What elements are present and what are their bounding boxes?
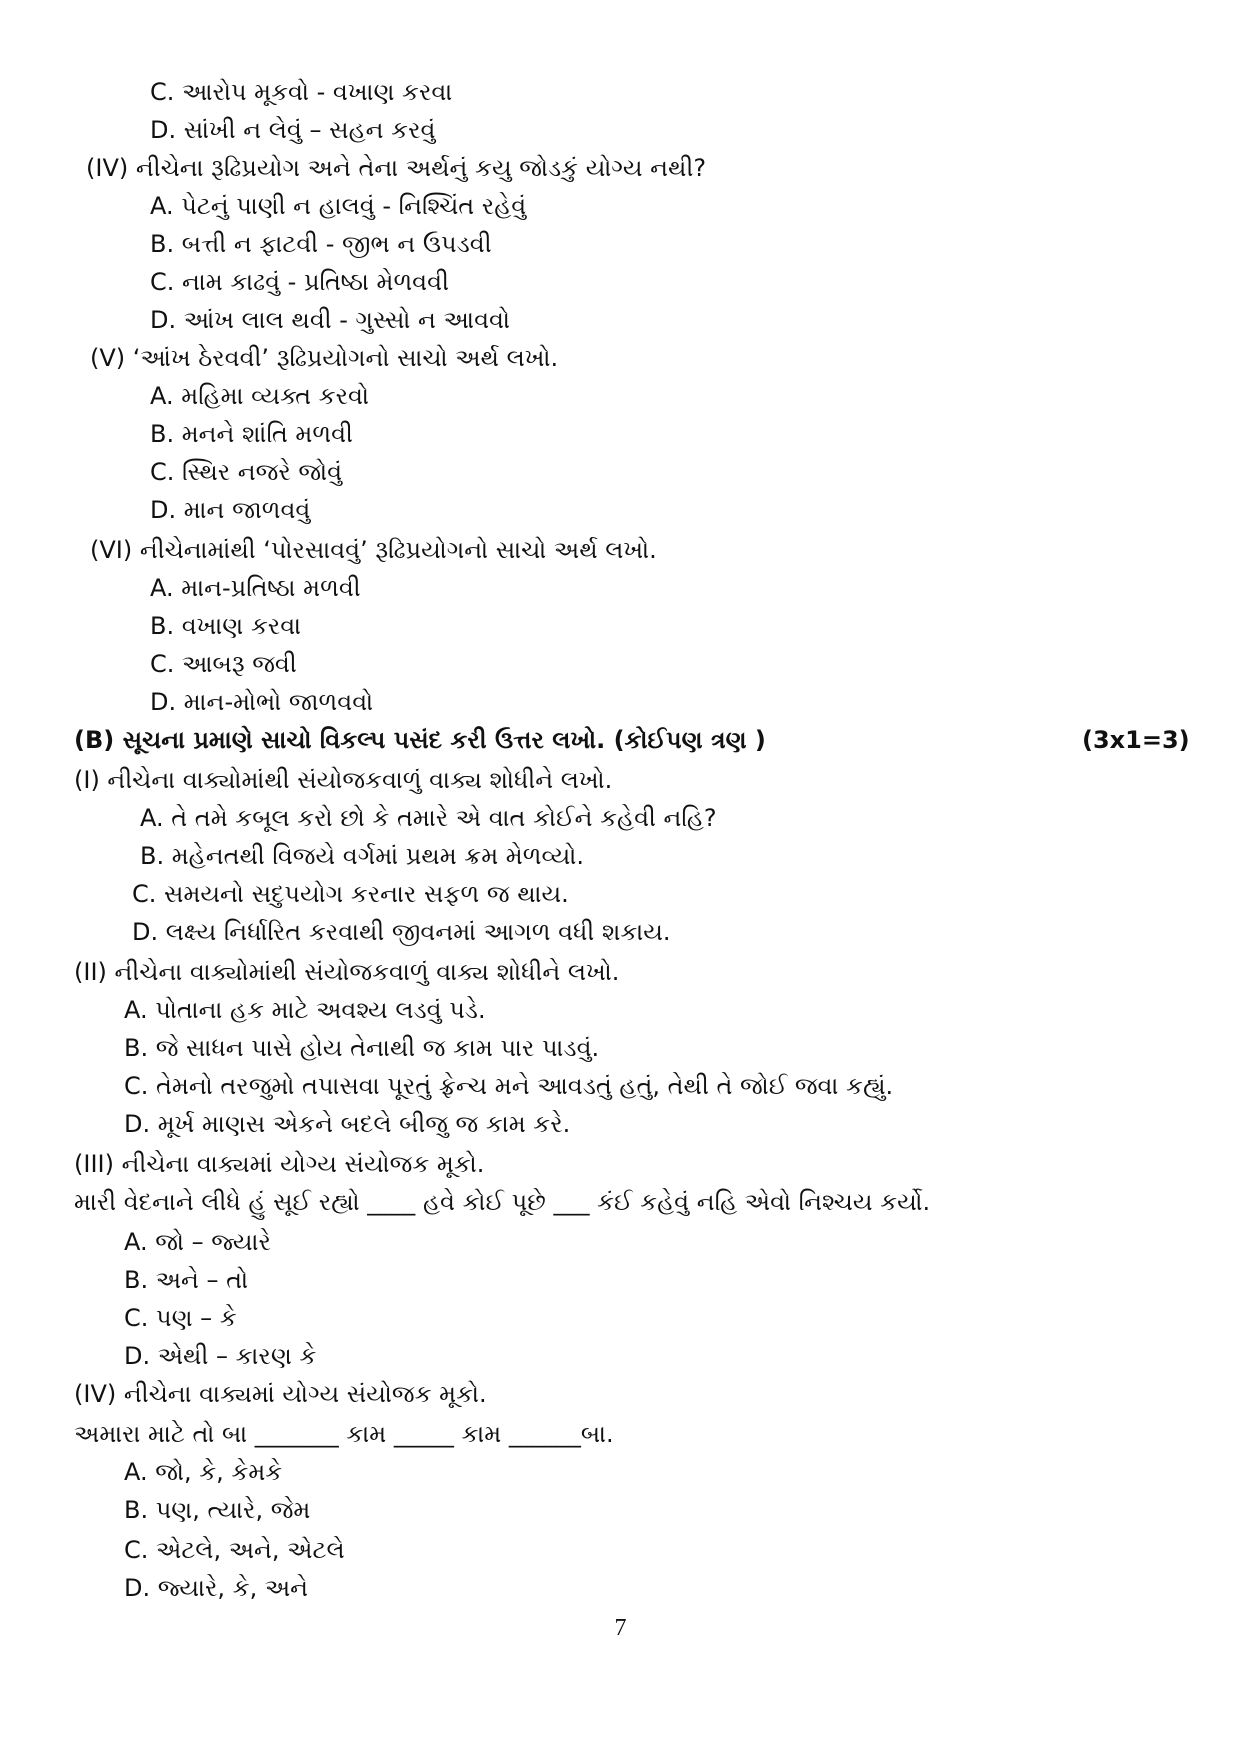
- option-c: C. સ્થિર નજરે જોવું: [150, 458, 343, 486]
- question-b-ii: (II) નીચેના વાક્યોમાંથી સંયોજકવાળું વાક્ય શોધીને લખો.: [74, 958, 620, 986]
- option-a: A. તે તમે કબૂલ કરો છો કે તમારે એ વાત કોઈને કહેવી નહિ?: [140, 804, 717, 832]
- option-c: C. સમયનો સદુપયોગ કરનાર સફળ જ થાય.: [132, 880, 569, 908]
- fill-blank-sentence: મારી વેદનાને લીધે હું સૂઈ રહ્યો ____ હવે કોઈ પૂછે ___ કંઈ કહેવું નહિ એવો નિશ્ચય કર્યો.: [74, 1188, 931, 1216]
- question-v: (V) ‘આંખ ઠેરવવી’ રૂઢિપ્રયોગનો સાચો અર્થ લખો.: [90, 344, 559, 372]
- option-c: C. પણ – કે: [124, 1304, 237, 1332]
- question-b-i: (I) નીચેના વાક્યોમાંથી સંયોજકવાળું વાક્ય શોધીને લખો.: [74, 766, 613, 794]
- option-c: C. એટલે, અને, એટલે: [124, 1536, 345, 1564]
- option-a: A. પેટનું પાણી ન હાલવું - નિશ્ચિંત રહેવું: [150, 192, 527, 220]
- option-d: D. લક્ષ્ય નિર્ધારિત કરવાથી જીવનમાં આગળ વધી શકાય.: [132, 918, 671, 946]
- option-b: B. જે સાધન પાસે હોય તેનાથી જ કામ પાર પાડવું.: [124, 1034, 600, 1062]
- option-a: A. પોતાના હક માટે અવશ્ય લડવું પડે.: [124, 996, 486, 1024]
- option-a: A. માન-પ્રતિષ્ઠા મળવી: [150, 574, 361, 602]
- option-b: B. બત્તી ન ફાટવી - જીભ ન ઉપડવી: [150, 230, 492, 258]
- option-c: C. આબરૂ જવી: [150, 650, 297, 678]
- option-a: A. જો, કે, કેમકે: [124, 1458, 283, 1486]
- option-c: C. આરોપ મૂકવો - વખાણ કરવા: [150, 78, 453, 106]
- option-a: A. જો – જ્યારે: [124, 1228, 271, 1256]
- option-a: A. મહિમા વ્યક્ત કરવો: [150, 382, 369, 410]
- question-b-iv: (IV) નીચેના વાક્યમાં યોગ્ય સંયોજક મૂકો.: [74, 1380, 487, 1408]
- option-d: D. જ્યારે, કે, અને: [124, 1574, 309, 1602]
- option-b: B. વખાણ કરવા: [150, 612, 302, 640]
- page-number: 7: [614, 1615, 627, 1641]
- option-d: D. આંખ લાલ થવી - ગુસ્સો ન આવવો: [150, 306, 510, 334]
- option-d: D. માન-મોભો જાળવવો: [150, 688, 374, 716]
- fill-blank-sentence: અમારા માટે તો બા _______ કામ _____ કામ ______બા.: [74, 1420, 614, 1448]
- option-d: D. માન જાળવવું: [150, 496, 311, 524]
- question-iv: (IV) નીચેના રૂઢિપ્રયોગ અને તેના અર્થનું કયુ જોડકું યોગ્ય નથી?: [86, 154, 707, 182]
- option-c: C. તેમનો તરજુમો તપાસવા પૂરતું ફ્રેન્ચ મને આવડતું હતું, તેથી તે જોઈ જવા કહ્યું.: [124, 1072, 894, 1100]
- option-b: B. મહેનતથી વિજયે વર્ગમાં પ્રથમ ક્રમ મેળવ્યો.: [140, 842, 584, 870]
- option-c: C. નામ કાઢવું - પ્રતિષ્ઠા મેળવવી: [150, 268, 449, 296]
- section-b-marks: (3x1=3): [1082, 726, 1190, 754]
- section-b-heading: (B) સૂચના પ્રમાણે સાચો વિકલ્પ પસંદ કરી ઉત્તર લખો. (કોઈપણ ત્રણ ): [74, 726, 766, 754]
- question-vi: (VI) નીચેનામાંથી ‘પોરસાવવું’ રૂઢિપ્રયોગનો સાચો અર્થ લખો.: [90, 536, 657, 564]
- option-d: D. મૂર્ખ માણસ એકને બદલે બીજુ જ કામ કરે.: [124, 1110, 571, 1138]
- option-b: B. પણ, ત્યારે, જેમ: [124, 1496, 311, 1524]
- option-b: B. અને – તો: [124, 1266, 249, 1294]
- question-b-iii: (III) નીચેના વાક્યમાં યોગ્ય સંયોજક મૂકો.: [74, 1150, 485, 1178]
- option-d: D. એથી – કારણ કે: [124, 1342, 317, 1370]
- option-d: D. સાંખી ન લેવું – સહન કરવું: [150, 116, 436, 144]
- option-b: B. મનને શાંતિ મળવી: [150, 420, 353, 448]
